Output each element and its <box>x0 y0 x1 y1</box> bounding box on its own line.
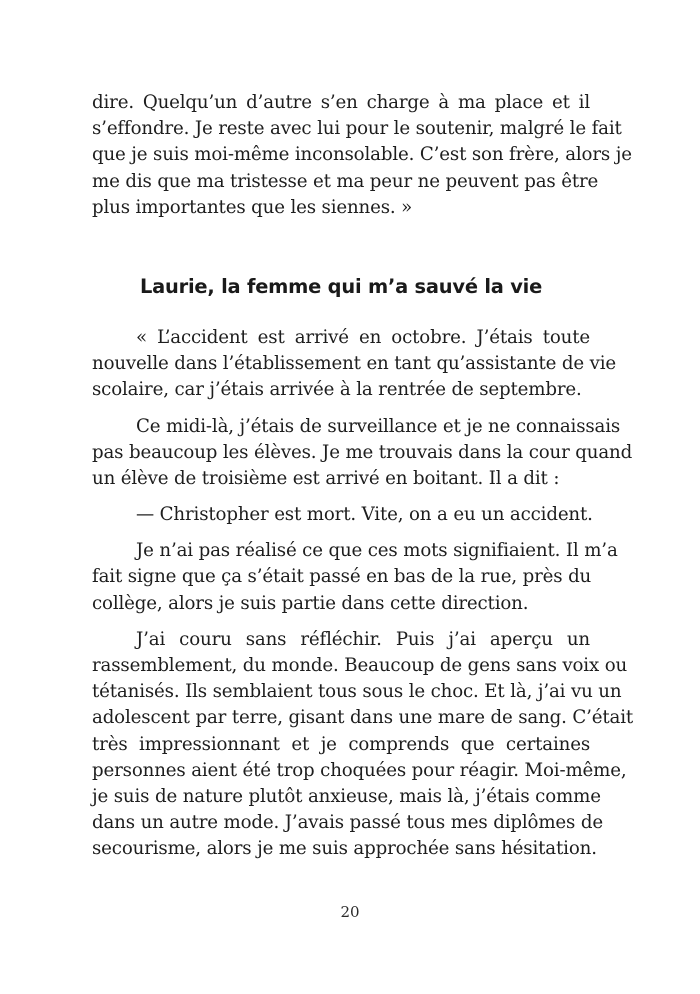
text-line: plus importantes que les siennes. » <box>92 196 413 218</box>
text-line: un élève de troisième est arrivé en boitant. Il a dit : <box>92 467 560 489</box>
text-line: tétanisés. Ils semblaient tous sous le choc. Et là, j’ai vu un <box>92 681 622 703</box>
text-line: personnes aient été trop choquées pour réagir. Moi-même, <box>92 759 627 781</box>
text-line: scolaire, car j’étais arrivée à la rentrée de septembre. <box>92 379 582 401</box>
text-line: rassemblement, du monde. Beaucoup de gens sans voix ou <box>92 655 628 676</box>
text-line: « L’accident est arrivé en octobre. J’étais toute <box>136 326 590 348</box>
text-line: J’ai couru sans réfléchir. Puis j’ai aperçu un <box>136 628 590 650</box>
paragraph-3 <box>92 502 593 528</box>
text-line: dans un autre mode. J’avais passé tous mes diplômes de <box>92 812 603 834</box>
text-line: très impressionnant et je comprends que certaines <box>92 733 590 755</box>
paragraph-2 <box>92 414 633 493</box>
paragraph-4 <box>92 538 618 617</box>
text-line: collège, alors je suis partie dans cette direction. <box>92 592 529 614</box>
paragraph-continuation <box>92 90 632 221</box>
paragraph-5 <box>92 627 634 863</box>
text-line: Ce midi-là, j’étais de surveillance et je ne connaissais <box>136 415 621 437</box>
paragraph-1 <box>92 325 617 404</box>
text-line: je suis de nature plutôt anxieuse, mais là, j’étais comme <box>92 785 601 807</box>
text-line: Je n’ai pas réalisé ce que ces mots signifiaient. Il m’a <box>136 540 618 562</box>
section-heading: Laurie, la femme qui m’a sauvé la vie <box>139 274 543 298</box>
page-body <box>92 90 634 873</box>
text-line: dire. Quelqu’un d’autre s’en charge à ma place et il <box>92 92 590 113</box>
text-line: nouvelle dans l’établissement en tant qu’assistante de vie <box>92 353 617 375</box>
text-line: fait signe que ça s’était passé en bas de la rue, près du <box>92 566 592 588</box>
text-line: adolescent par terre, gisant dans une mare de sang. C’était <box>92 707 634 729</box>
text-line: me dis que ma tristesse et ma peur ne peuvent pas être <box>92 170 599 192</box>
page-number: 20 <box>340 903 360 921</box>
text-line: s’effondre. Je reste avec lui pour le soutenir, malgré le fait <box>92 118 622 140</box>
text-line: pas beaucoup les élèves. Je me trouvais dans la cour quand <box>92 441 633 463</box>
text-line: — Christopher est mort. Vite, on a eu un accident. <box>136 504 593 526</box>
text-line: que je suis moi-même inconsolable. C’est son frère, alors je <box>92 144 632 166</box>
text-line: secourisme, alors je me suis approchée sans hésitation. <box>92 838 597 860</box>
